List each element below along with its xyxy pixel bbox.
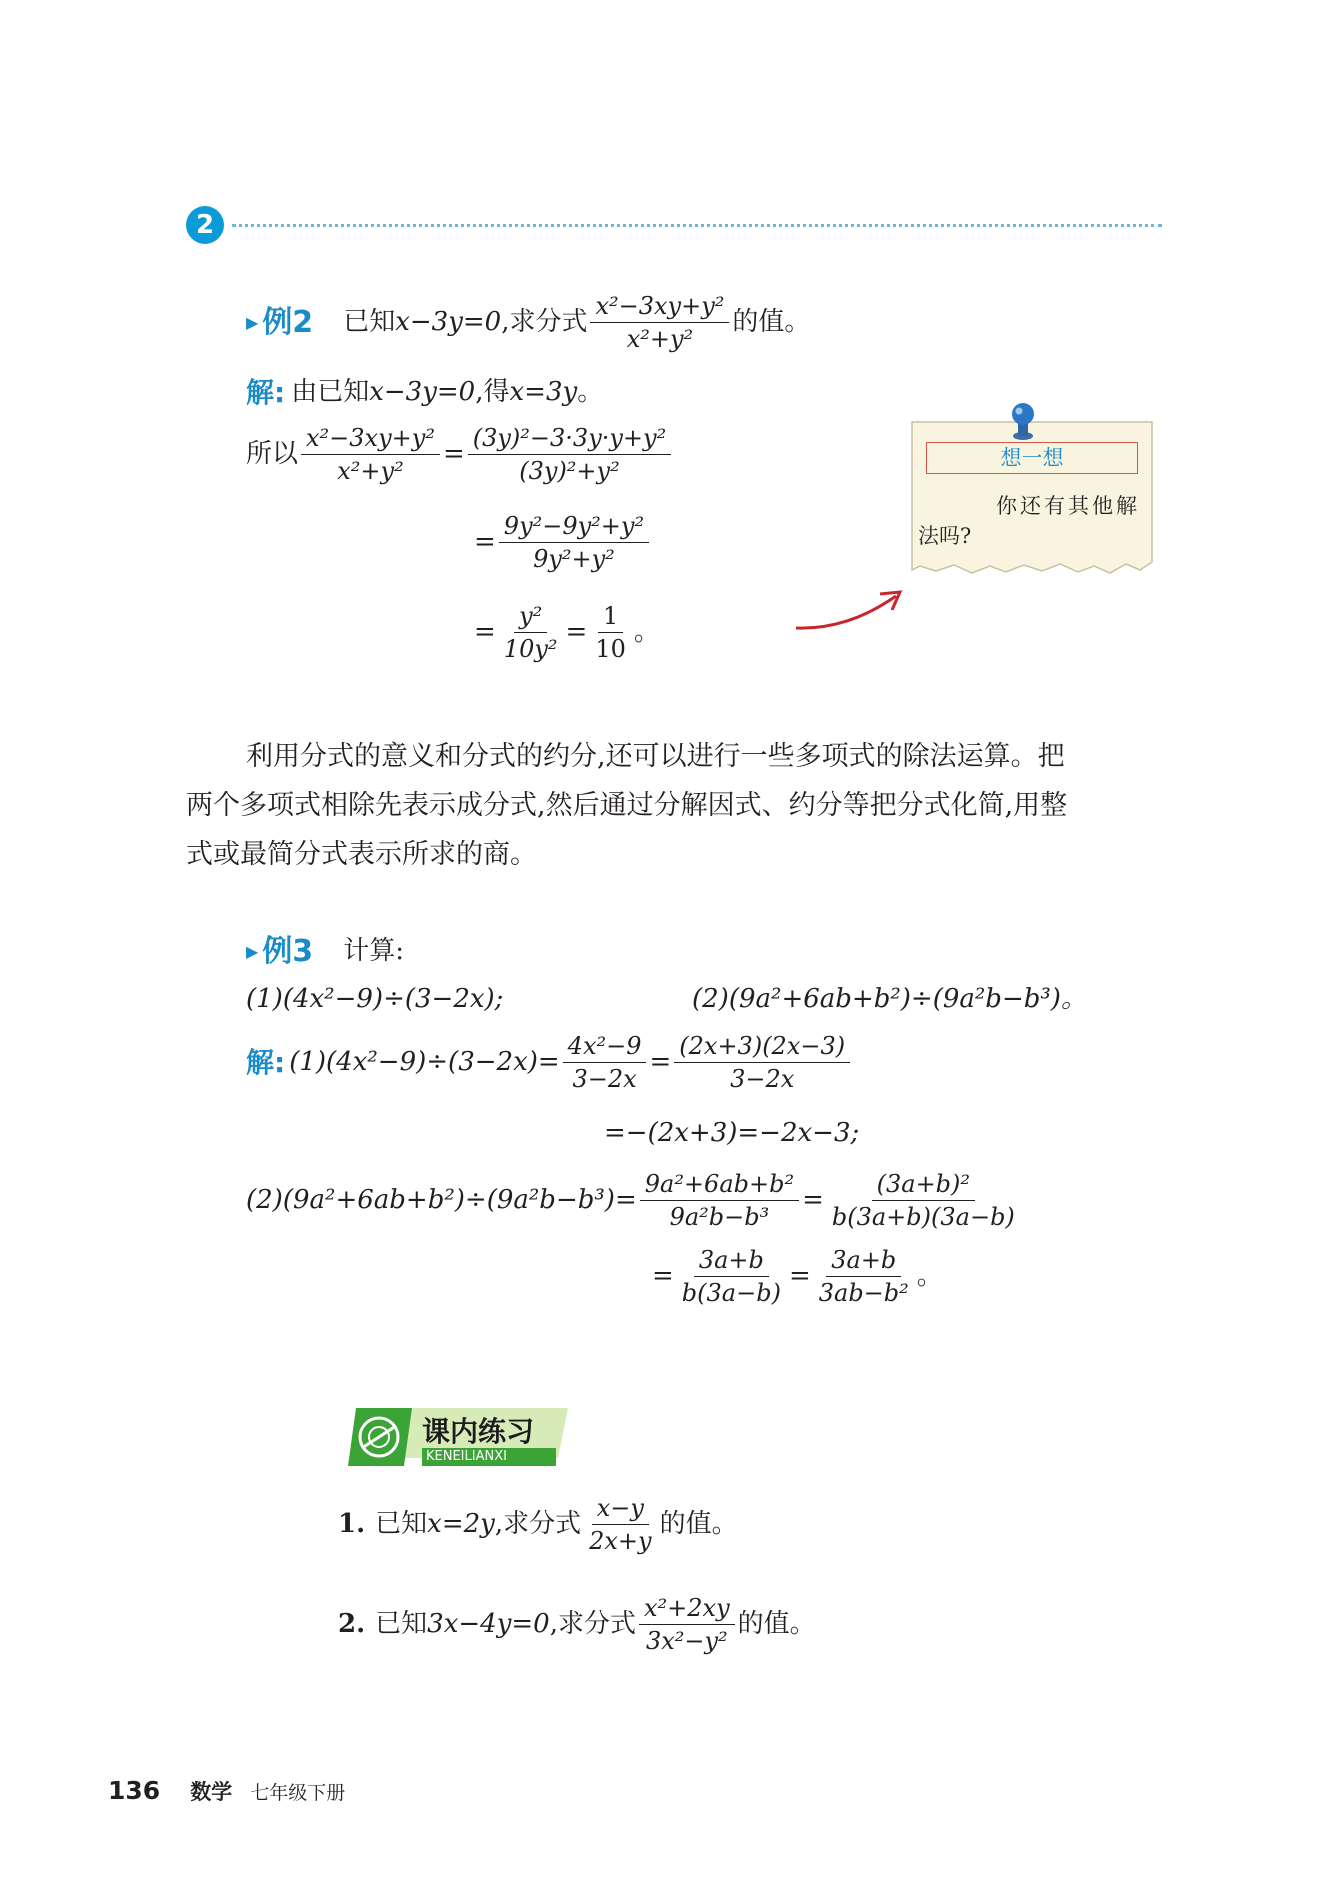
solution-label: 解:: [246, 1046, 286, 1080]
example3-solution1-line2: =−(2x+3)=−2x−3;: [604, 1118, 860, 1148]
paragraph-line1: 利用分式的意义和分式的约分,还可以进行一些多项式的除法运算。把: [246, 741, 1065, 772]
red-arrow-icon: [792, 584, 912, 644]
example2-text-mid: ,求分式: [501, 307, 588, 338]
body-paragraph: [186, 732, 1067, 879]
example2-step1: 所以 $\frac{\text{x²−3xy+y²}}{\text{x²+y²}}$ = $\frac{\text{(3y)²−3·3y·y+y²}}{\text{(3y)²+y²}}$: [246, 424, 674, 486]
example2-given: x−3y=0: [395, 307, 502, 338]
example3-label: 例3: [262, 934, 314, 969]
section-divider: [232, 224, 1162, 227]
example2-text-post: 的值。: [732, 307, 811, 338]
example2-solution-line1: 解: 由已知 x−3y=0 ,得 x=3y 。: [246, 376, 604, 409]
example2-label: 例2: [262, 304, 314, 340]
paragraph-line2: 两个多项式相除先表示成分式,然后通过分解因式、约分等把分式化简,用整: [186, 790, 1068, 821]
section-number-badge: 2: [186, 206, 224, 244]
example3-solution2-line2: = $\frac{3a+b}{b(3a-b)}$ = $\frac{3a+b}{\text{3ab−b²}}$ 。: [652, 1246, 943, 1308]
think-note-text-line2: 法吗?: [918, 524, 972, 548]
practice-subtitle: KENEILIANXI: [422, 1448, 556, 1466]
example2-step3: = $\frac{\text{y²}}{\text{10y²}}$ = $\frac{1}{10}$ 。: [474, 602, 660, 664]
think-note-text-line1: 你还有其他解: [996, 494, 1140, 518]
triangle-marker-icon: ▶: [246, 313, 259, 333]
example3-problem2: (2)(9a²+6ab+b²)÷(9a²b−b³)。: [692, 984, 1087, 1014]
footer-subject: 数学: [190, 1780, 233, 1804]
practice-badge: [346, 1404, 568, 1472]
example2-step2: = $\frac{\text{9y²−9y²+y²}}{\text{9y²+y²}}$: [474, 512, 652, 574]
example2-prompt: [246, 292, 810, 354]
triangle-marker-icon: ▶: [246, 942, 259, 962]
paragraph-line3: 式或最简分式表示所求的商。: [186, 839, 537, 870]
example3-solution1: 解: (1)(4x²−9)÷(3−2x)= $\frac{\text{4x²−9}}{3-2x}$ = $\frac{(2x+3)(2x-3)}{3-2x}$: [246, 1032, 853, 1094]
page-footer: [108, 1776, 345, 1806]
footer-grade: 七年级下册: [250, 1782, 346, 1804]
example3-problem1: (1)(4x²−9)÷(3−2x);: [246, 984, 504, 1014]
practice-title: 课内练习: [422, 1415, 535, 1448]
solution-label: 解:: [246, 376, 286, 409]
page-number: 136: [108, 1776, 161, 1805]
example2-text: 已知: [343, 307, 396, 338]
example3-solution2: (2)(9a²+6ab+b²)÷(9a²b−b³)= $\frac{\text{9a²+6ab+b²}}{\text{9a²b−b³}}$ = $\frac{\text{(3a+b)²}}{b(3a+b)(3a-b)}$: [246, 1170, 1015, 1232]
think-note-title: 想一想: [926, 442, 1138, 474]
pushpin-icon: [1006, 402, 1040, 446]
example2-fraction: $\frac{\text{x²−3xy+y²}}{\text{x²+y²}}$: [590, 292, 729, 354]
protractor-icon: [354, 1412, 404, 1466]
practice-question-2: 2. 已知 3x−4y=0 ,求分式 $\frac{\text{x²+2xy}}{\text{3x²−y²}}$ 的值。: [338, 1594, 816, 1656]
example3-prompt: ▶ 例3 计算:: [246, 934, 404, 969]
practice-question-1: 1. 已知 x=2y ,求分式 $\frac{x-y}{2x+y}$ 的值。: [338, 1494, 738, 1556]
